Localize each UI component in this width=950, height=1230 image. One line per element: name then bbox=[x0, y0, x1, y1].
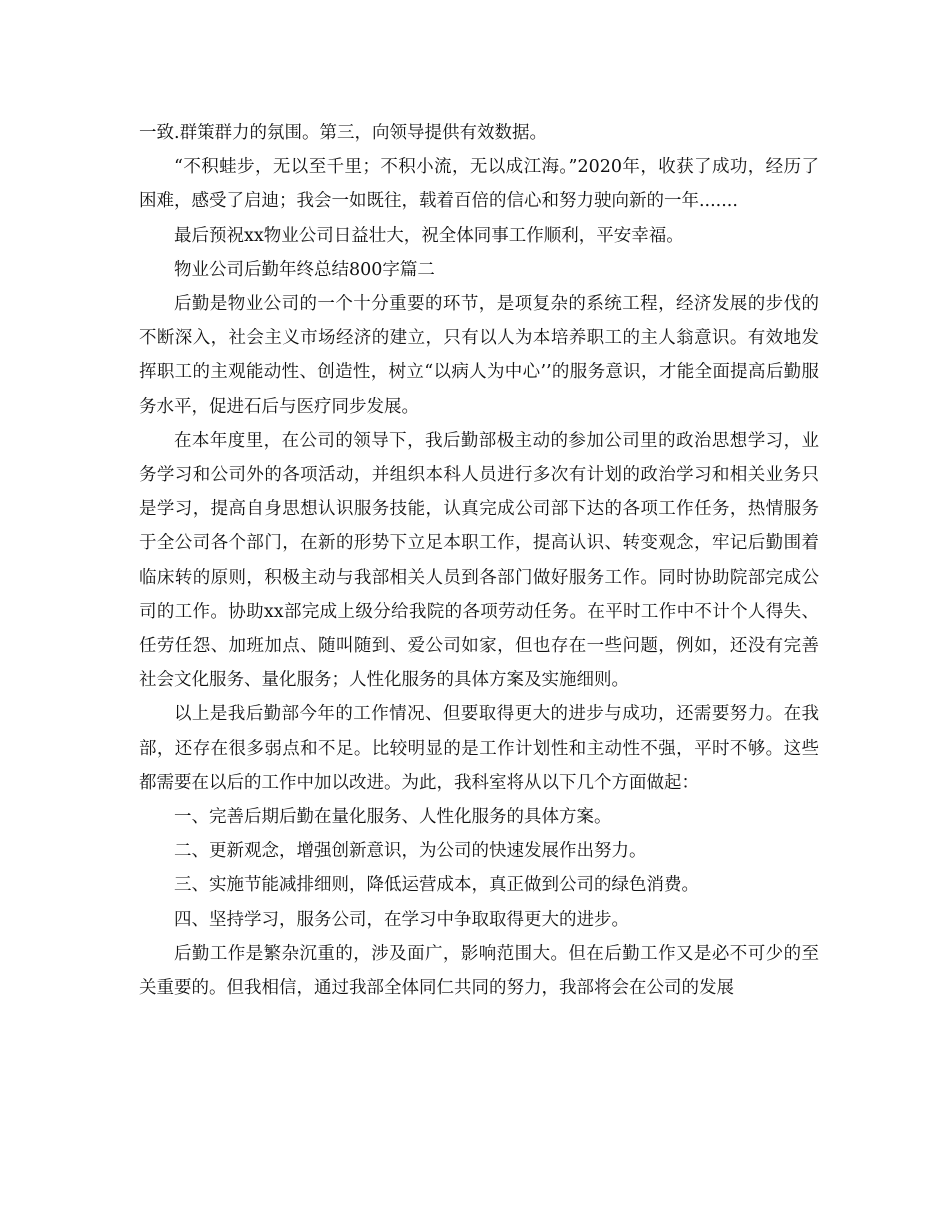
list-item-3: 三、实施节能减排细则，降低运营成本，真正做到公司的绿色消费。 bbox=[174, 875, 699, 896]
list-item-4: 四、坚持学习，服务公司，在学习中争取取得更大的进步。 bbox=[174, 909, 629, 930]
paragraph-2: “不积蛙步，无以至千里；不积小流，无以成江海。”2020年，收获了成功，经历了困难，感受了启迪；我会一如既往，载着百倍的信心和努力驶向新的一年....... bbox=[139, 157, 819, 212]
paragraph-12: 后勤工作是繁杂沉重的，涉及面广，影响范围大。但在后勤工作又是必不可少的至关重要的。但我相信，通过我部全体同仁共同的努力，我部将会在公司的发展 bbox=[139, 943, 819, 999]
document-body bbox=[139, 116, 819, 1005]
paragraph-5: 后勤是物业公司的一个十分重要的环节，是项复杂的系统工程，经济发展的步伐的不断深入，社会主义市场经济的建立，只有以人为本培养职工的主人翁意识。有效地发挥职工的主观能动性、创造性，树立“以病人为中心’’的服务意识，才能全面提高后勤服务水平，促进石后与医疗同步发展。 bbox=[139, 294, 819, 417]
section-heading: 物业公司后勤年终总结800字篇二 bbox=[174, 259, 435, 280]
paragraph-6: 在本年度里，在公司的领导下，我后勤部极主动的参加公司里的政治思想学习，业务学习和公司外的各项活动，并组织本科人员进行多次有计划的政治学习和相关业务只是学习，提高自身思想认识服务技能，认真完成公司部下达的各项工作任务，热情服务于全公司各个部门，在新的形势下立足本职工作，提高认识、转变观念，牢记后勤围着临床转的原则，积极主动与我部相关人员到各部门做好服务工作。同时协助院部完成公司的工作。协助xx部完成上级分给我院的各项劳动任务。在平时工作中不计个人得失、任劳任怨、加班加点、随叫随到、爱公司如家，但也存在一些问题，例如，还没有完善社会文化服务、量化服务；人性化服务的具体方案及实施细则。 bbox=[139, 430, 819, 691]
list-item-1: 一、完善后期后勤在量化服务、人性化服务的具体方案。 bbox=[174, 807, 612, 828]
list-item-2: 二、更新观念，增强创新意识，为公司的快速发展作出努力。 bbox=[174, 841, 647, 862]
paragraph-1: 一致.群策群力的氛围。第三，向领导提供有效数据。 bbox=[139, 123, 548, 143]
paragraph-3: 最后预祝xx物业公司日益壮大，祝全体同事工作顺利，平安幸福。 bbox=[174, 225, 684, 246]
paragraph-7: 以上是我后勤部今年的工作情况、但要取得更大的进步与成功，还需要努力。在我部，还存在很多弱点和不足。比较明显的是工作计划性和主动性不强，平时不够。这些都需要在以后的工作中加以改进。为此，我科室将从以下几个方面做起： bbox=[139, 704, 819, 793]
